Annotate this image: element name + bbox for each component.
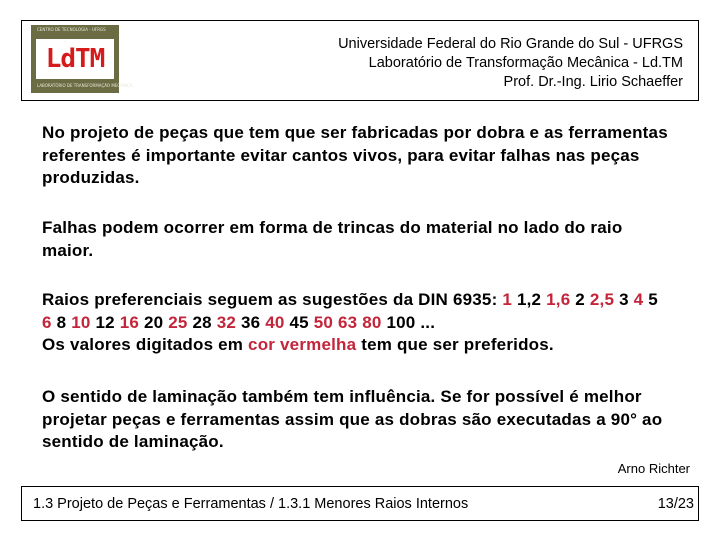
paragraph-sharp-corners: No projeto de peças que tem que ser fabricadas por dobra e as ferramentas referentes é importante evitar cantos vivos, para evitar falhas nas peças produzidas. xyxy=(42,123,668,187)
logo-name: LdTM xyxy=(45,44,105,74)
radii-note-b: tem que ser preferidos. xyxy=(356,335,554,354)
radius-value: 2,5 xyxy=(589,290,615,309)
paragraph-cracks: Falhas podem ocorrer em forma de trincas do material no lado do raio maior. xyxy=(42,218,623,260)
radius-value: 80 xyxy=(362,312,382,332)
ldtm-logo xyxy=(31,25,133,93)
radius-value: 12 xyxy=(95,312,115,332)
radius-value: 5 xyxy=(648,290,658,309)
radii-note-red: cor vermelha xyxy=(248,335,357,354)
radius-value: 25 xyxy=(168,312,188,332)
radius-value: 8 xyxy=(56,312,67,332)
logo-top-text: CENTRO DE TECNOLOGIA - UFRGS xyxy=(37,27,106,32)
radius-value: 50 xyxy=(313,312,333,332)
radii-ellipsis: ... xyxy=(420,312,436,332)
radii-note-a: Os valores digitados em xyxy=(42,335,249,354)
radius-value: 6 xyxy=(42,312,52,332)
author-name: Arno Richter xyxy=(617,461,690,476)
radius-value: 4 xyxy=(633,290,644,309)
radius-value: 16 xyxy=(119,312,139,332)
footer-section-title: 1.3 Projeto de Peças e Ferramentas / 1.3.1 Menores Raios Internos xyxy=(33,496,469,512)
paragraph-rolling-direction: O sentido de laminação também tem influência. Se for possível é melhor projetar peças e ferramentas assim que as dobras são executadas a 90° ao sentido de laminação. xyxy=(42,387,663,451)
radius-value: 32 xyxy=(216,312,236,332)
radius-value: 1,2 xyxy=(516,290,542,309)
logo-bottom-text: LABORATÓRIO DE TRANSFORMAÇÃO MECÂNICA xyxy=(37,83,133,88)
radii-intro: Raios preferenciais seguem as sugestões da DIN 6935: xyxy=(42,290,503,309)
logo-inner-panel xyxy=(36,39,114,79)
radius-value: 2 xyxy=(575,290,585,309)
radius-value: 28 xyxy=(192,312,212,332)
paragraph-preferred-radii xyxy=(42,289,672,357)
radius-value: 1 xyxy=(502,290,513,309)
radius-value: 45 xyxy=(289,312,309,332)
radius-value: 20 xyxy=(143,312,164,332)
radius-value: 3 xyxy=(619,290,629,309)
radius-value: 40 xyxy=(265,312,285,332)
radius-value: 100 xyxy=(386,312,416,332)
radius-value: 1,6 xyxy=(546,290,571,309)
header-institution xyxy=(338,35,683,92)
header-laboratory: Laboratório de Transformação Mecânica - Ld.TM xyxy=(368,55,683,71)
header-university: Universidade Federal do Rio Grande do Sul - UFRGS xyxy=(338,36,683,52)
radius-value: 63 xyxy=(337,312,358,332)
footer-page-number: 13/23 xyxy=(657,496,694,512)
header-professor: Prof. Dr.-Ing. Lirio Schaeffer xyxy=(503,74,683,90)
radius-value: 10 xyxy=(71,312,91,332)
radius-value: 36 xyxy=(240,312,261,332)
